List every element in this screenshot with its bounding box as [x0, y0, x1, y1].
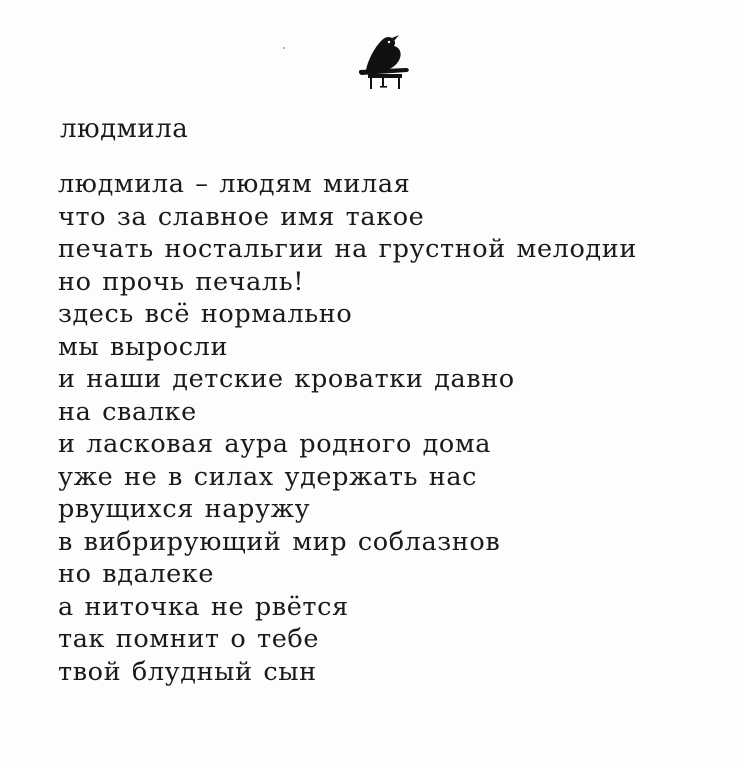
poem-line: людмила – людям милая: [58, 169, 411, 199]
poem-line: но вдалеке: [58, 559, 215, 589]
poem-line: и наши детские кроватки давно: [58, 364, 515, 394]
poem-line: на свалке: [58, 396, 197, 427]
poem-line: печать ностальгии на грустной мелодии: [58, 234, 637, 264]
poem-line: так помнит о тебе: [58, 624, 320, 654]
piano-bird-icon: [352, 30, 416, 92]
poem-line: и ласковая аура родного дома: [58, 429, 492, 459]
poem-line: рвущихся наружу: [58, 494, 311, 524]
poem-line: твой блудный сын: [58, 656, 317, 687]
poem-line: мы выросли: [58, 331, 229, 362]
poem-line: что за славное имя такое: [58, 201, 425, 232]
poem-body: [58, 168, 637, 688]
poem-title: людмила: [60, 114, 189, 144]
poem-line: уже не в силах удержать нас: [58, 461, 478, 492]
print-speck: [283, 47, 285, 49]
poem-line: здесь всё нормально: [58, 299, 353, 329]
poem-line: а ниточка не рвётся: [58, 591, 349, 622]
poem-line: но прочь печаль!: [58, 266, 305, 297]
poem-line: в вибрирующий мир соблазнов: [58, 526, 501, 557]
